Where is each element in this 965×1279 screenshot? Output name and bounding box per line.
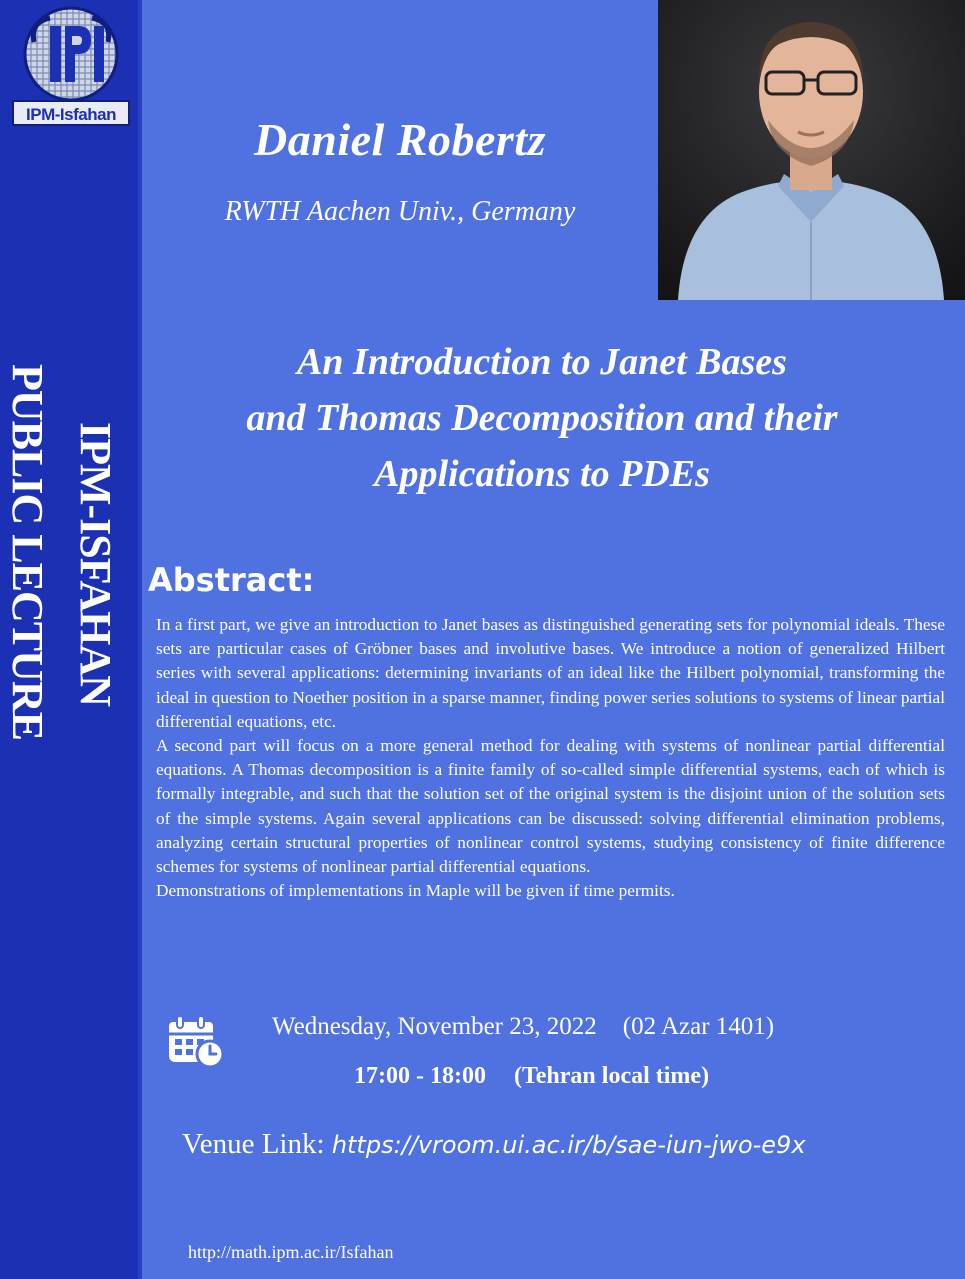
abstract-body <box>156 613 945 903</box>
event-date-persian: (02 Azar 1401) <box>622 1013 775 1040</box>
venue-link[interactable]: https://vroom.ui.ac.ir/b/sae-iun-jwo-e9x <box>331 1131 806 1159</box>
speaker-photo <box>658 0 965 300</box>
logo-caption: IPM-Isfahan <box>12 100 130 126</box>
ipm-logo-icon <box>10 4 132 104</box>
event-date-gregorian: Wednesday, November 23, 2022 <box>272 1013 597 1040</box>
venue <box>182 1124 806 1165</box>
event-time <box>354 1059 709 1093</box>
talk-title-line-1: An Introduction to Janet Bases <box>297 341 787 383</box>
talk-title <box>142 334 942 502</box>
venue-label: Venue Link: <box>182 1128 325 1160</box>
talk-title-line-3: Applications to PDEs <box>374 453 710 495</box>
abstract-paragraph-2: A second part will focus on a more general method for dealing with systems of nonlinear partial differential equations. A Thomas decomposition is a finite family of so-called simple differential systems, each of which is formally integrable, and such that the solution set of the original system is the disjoint union of the solution sets of the simple systems. Again several applications can be discussed: solving differential elimination problems, analyzing certain structural properties of nonlinear control systems, studying consistency of finite difference schemes for systems of nonlinear partial differential equations. <box>156 736 945 877</box>
speaker-portrait <box>658 0 965 300</box>
speaker-affiliation: RWTH Aachen Univ., Germany <box>224 196 576 227</box>
talk-title-line-2: and Thomas Decomposition and their <box>246 397 838 439</box>
speaker-name: Daniel Robertz <box>254 114 546 165</box>
calendar-clock-icon <box>166 1014 226 1070</box>
event-date <box>272 1010 774 1044</box>
ipm-logo <box>10 4 132 132</box>
vertical-series-title <box>0 360 138 920</box>
vertical-title-line-1: IPM-ISFAHAN <box>71 422 120 706</box>
abstract-paragraph-3: Demonstrations of implementations in Maple will be given if time permits. <box>156 881 675 901</box>
footer-url[interactable]: http://math.ipm.ac.ir/Isfahan <box>188 1242 394 1262</box>
abstract-heading: Abstract: <box>148 561 315 599</box>
abstract-paragraph-1: In a first part, we give an introduction to Janet bases as distinguished generating sets for polynomial ideals. These sets are particular cases of Gröbner bases and involutive bases. We introduce a notion of generalized Hilbert series with several applications: determining invariants of an ideal like the Hilbert polynomial, transforming the ideal in question to Noether position in a sparse manner, finding power series solutions to systems of linear partial differential equations, etc. <box>156 615 945 731</box>
vertical-title-line-2: PUBLIC LECTURE <box>3 364 52 740</box>
event-time-range: 17:00 - 18:00 <box>354 1063 486 1089</box>
event-time-zone: (Tehran local time) <box>513 1063 710 1089</box>
